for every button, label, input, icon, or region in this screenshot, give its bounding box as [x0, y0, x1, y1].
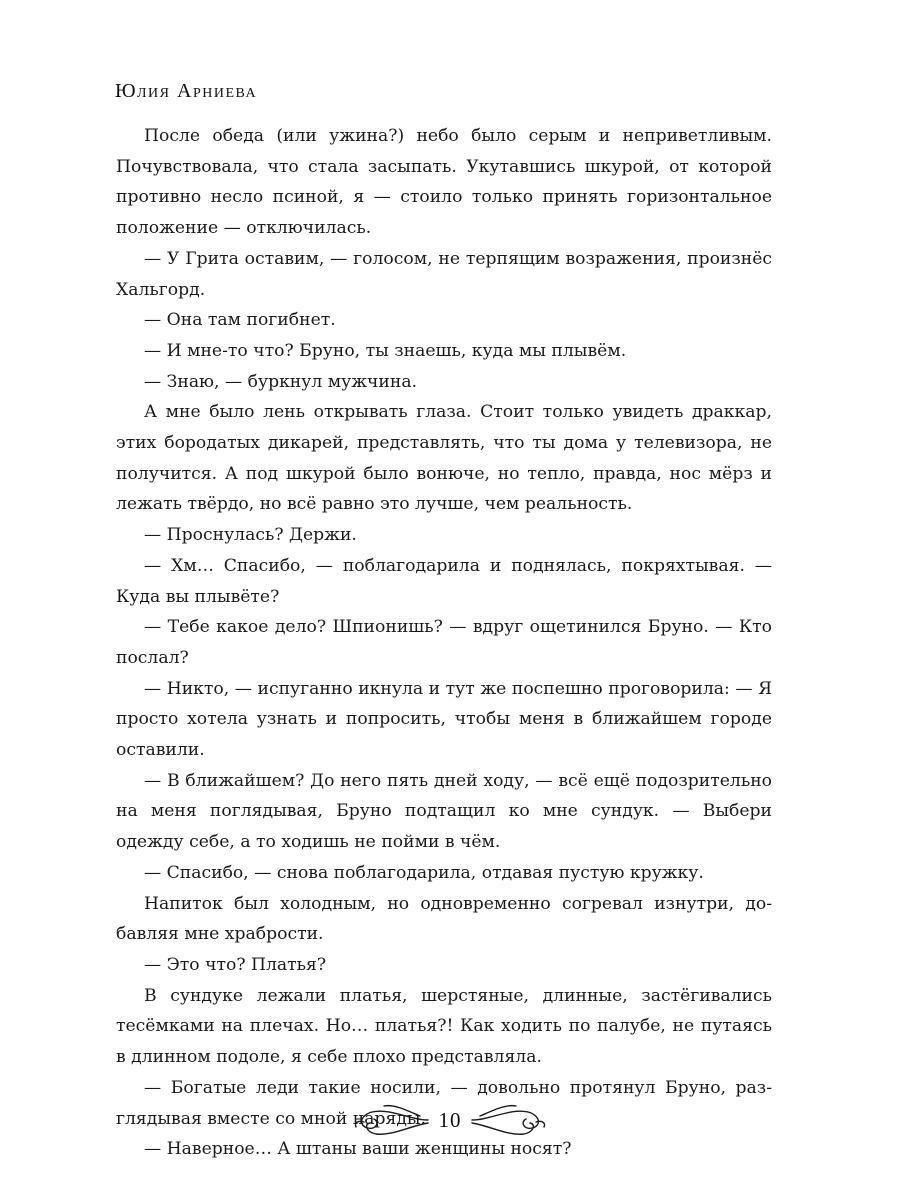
paragraph: — Знаю, — буркнул мужчина.	[144, 371, 418, 392]
paragraph: — Наверное… А штаны ваши женщины носят?	[144, 1139, 572, 1160]
paragraph: — В ближайшем? До него пять дней ходу, — всё ещё подозрительно на меня поглядывая, Бруно подтащил ко мне сундук. — Выбери одежду себе, а то ходишь не пойми в чём.	[116, 770, 772, 853]
paragraph: Напиток был холодным, но одновременно согревал изнутри, добавляя мне храбрости.	[116, 893, 772, 945]
body-text	[116, 121, 772, 1165]
paragraph: — Никто, — испуганно икнула и тут же поспешно проговорила: — Я просто хотела узнать и попросить, чтобы меня в ближайшем городе оставили.	[116, 678, 772, 761]
paragraph: А мне было лень открывать глаза. Стоит только увидеть драккар, этих бородатых дикарей, представлять, что ты дома у телевизора, не получится. А под шкурой было вонюче, но тепло, правда, нос мёрз и лежать твёрдо, но всё равно это лучше, чем реальность.	[116, 402, 772, 515]
paragraph: — Хм… Спасибо, — поблагодарила и поднялась, покряхтывая. — Куда вы плывёте?	[116, 555, 772, 607]
paragraph: — Тебе какое дело? Шпионишь? — вдруг ощетинился Бруно. — Кто послал?	[116, 617, 772, 668]
page-number: 10	[438, 1108, 462, 1132]
paragraph: — Проснулась? Держи.	[144, 525, 357, 546]
paragraph: — Богатые леди такие носили, — довольно протянул Бруно, разглядывая вместе со мной наряды.	[116, 1077, 772, 1129]
paragraph: — У Грита оставим, — голосом, не терпящим возражения, произнёс Хальгорд.	[116, 248, 772, 300]
paragraph: — Спасибо, — снова поблагодарила, отдавая пустую кружку.	[144, 862, 704, 883]
paragraph: В сундуке лежали платья, шерстяные, длинные, застёгивались тесёмками на плечах. Но… платья?! Как ходить по палубе, не путаясь в длинном подоле, я себе плохо представляла.	[116, 985, 772, 1068]
paragraph: — И мне-то что? Бруно, ты знаешь, куда мы плывём.	[144, 340, 627, 361]
page-footer	[350, 1090, 550, 1150]
running-head-author: Юлия Арниева	[115, 80, 258, 102]
paragraph: — Она там погибнет.	[144, 310, 336, 331]
paragraph: После обеда (или ужина?) небо было серым и неприветливым. Почувствовала, что стала засыпать. Укутавшись шкурой, от которой противно несло псиной, я — стоило только принять горизонтальное положение — отключилась.	[116, 126, 772, 239]
paragraph: — Это что? Платья?	[144, 954, 327, 975]
